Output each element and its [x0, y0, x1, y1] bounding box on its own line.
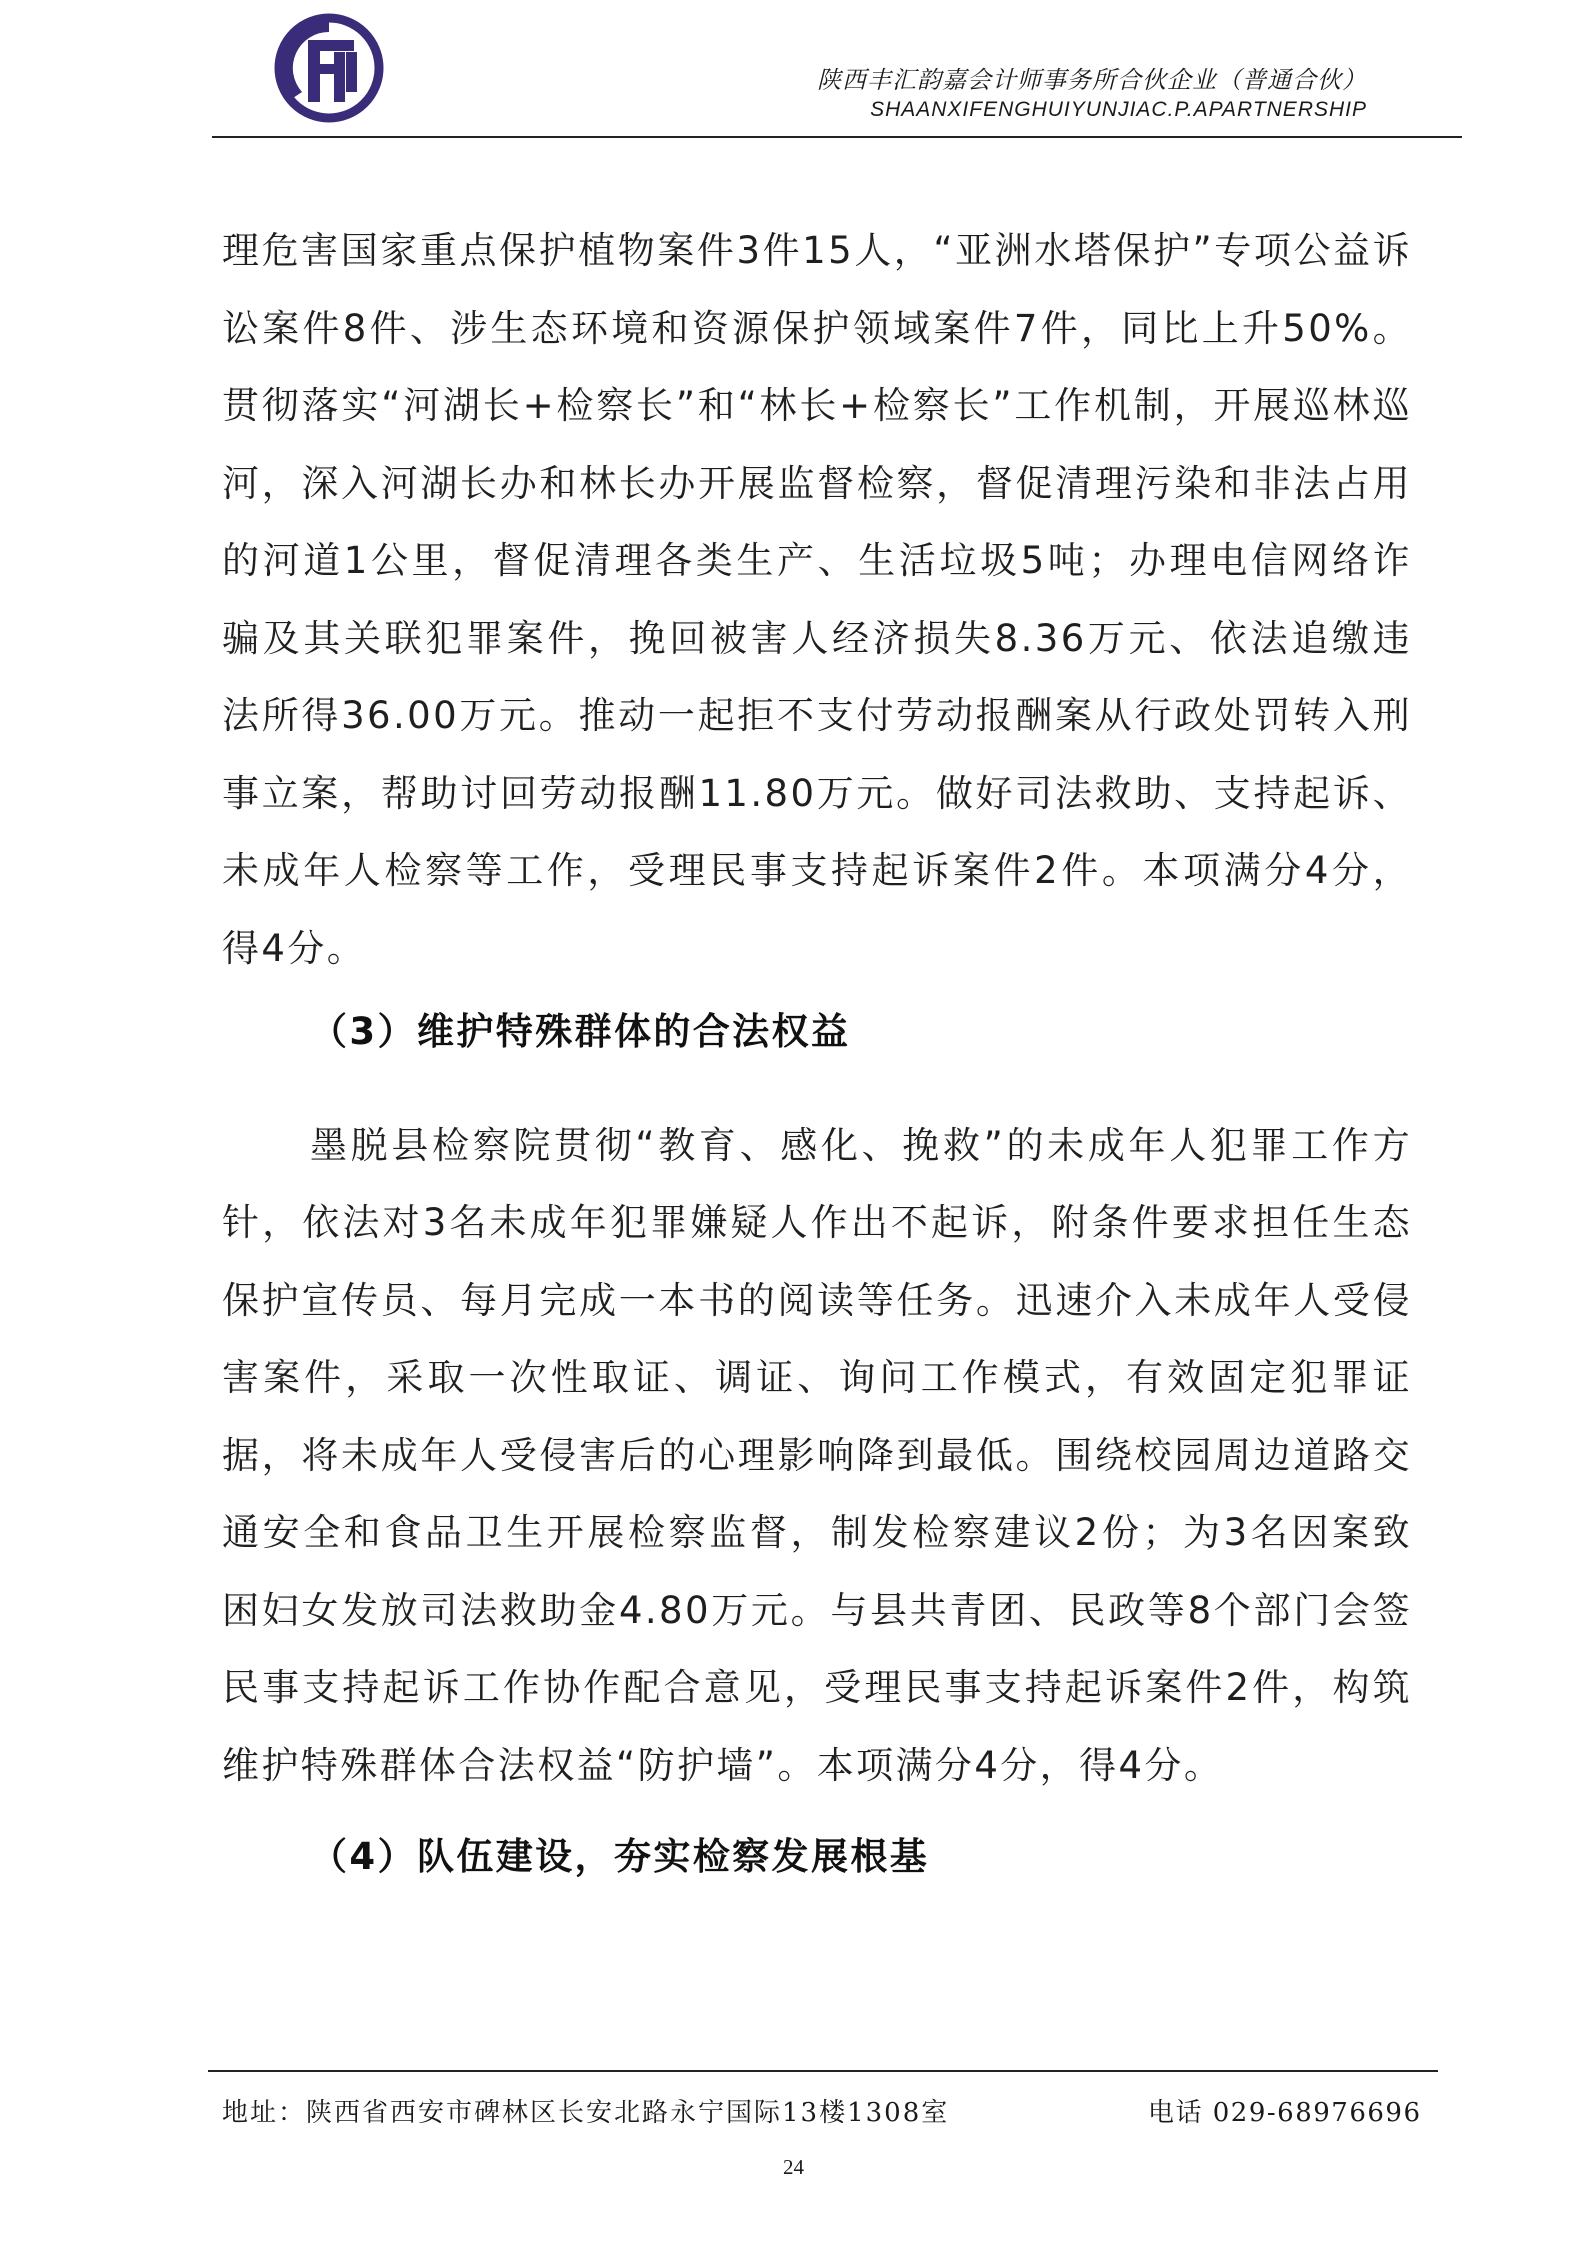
body-paragraph-2: 墨脱县检察院贯彻“教育、感化、挽救”的未成年人犯罪工作方针，依法对3名未成年犯罪嫌疑人作出不起诉，附条件要求担任生态保护宣传员、每月完成一本书的阅读等任务。迅速介入未成年人受侵害案件，采取一次性取证、调证、询问工作模式，有效固定犯罪证据，将未成年人受侵害后的心理影响降到最低。围绕校园周边道路交通安全和食品卫生开展检察监督，制发检察建议2份；为3名因案致困妇女发放司法救助金4.80万元。与县共青团、民政等8个部门会签民事支持起诉工作协作配合意见，受理民事支持起诉案件2件，构筑维护特殊群体合法权益“防护墙”。本项满分4分，得4分。 — [222, 1123, 1412, 1787]
fh-logo-icon — [272, 12, 387, 124]
document-body — [222, 212, 1412, 1896]
footer-divider — [208, 2070, 1438, 2072]
firm-name-en: SHAANXIFENGHUIYUNJIAC.P.APARTNERSHIP — [870, 98, 1367, 121]
firm-name-cn: 陕西丰汇韵嘉会计师事务所合伙企业（普通合伙） — [817, 66, 1367, 94]
footer-address: 地址：陕西省西安市碑林区长安北路永宁国际13楼1308室 — [222, 2098, 950, 2128]
header-divider — [212, 136, 1462, 138]
section-heading-4: （4）队伍建设，夯实检察发展根基 — [310, 1835, 930, 1878]
body-paragraph-1: 理危害国家重点保护植物案件3件15人，“亚洲水塔保护”专项公益诉讼案件8件、涉生态环境和资源保护领域案件7件，同比上升50%。贯彻落实“河湖长+检察长”和“林长+检察长”工作机制，开展巡林巡河，深入河湖长办和林长办开展监督检察，督促清理污染和非法占用的河道1公里，督促清理各类生产、生活垃圾5吨；办理电信网络诈骗及其关联犯罪案件，挽回被害人经济损失8.36万元、依法追缴违法所得36.00万元。推动一起拒不支付劳动报酬案从行政处罚转入刑事立案，帮助讨回劳动报酬11.80万元。做好司法救助、支持起诉、未成年人检察等工作，受理民事支持起诉案件2件。本项满分4分，得4分。 — [222, 229, 1412, 970]
page-number: 24 — [783, 2155, 804, 2179]
section-heading-3: （3）维护特殊群体的合法权益 — [310, 1010, 851, 1053]
page-header — [0, 0, 1587, 140]
footer-phone: 电话 029-68976696 — [1148, 2098, 1422, 2128]
